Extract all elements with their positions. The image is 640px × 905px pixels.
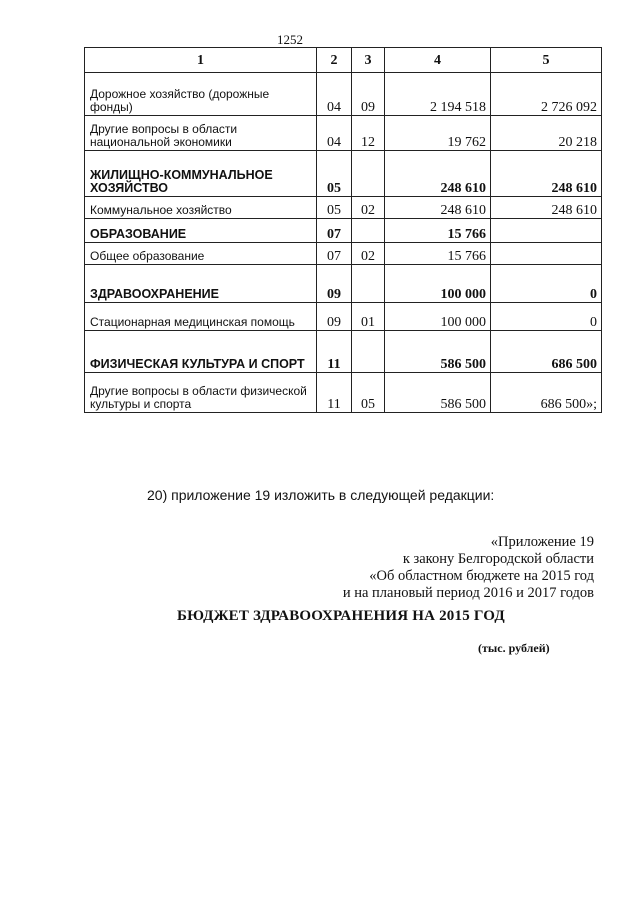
row-name: Общее образование [85, 243, 317, 265]
row-section: 09 [317, 303, 352, 331]
table-row [85, 116, 602, 151]
appendix-line-2: к закону Белгородской области [402, 551, 594, 567]
header-col-1: 1 [85, 48, 317, 73]
table-row [85, 331, 602, 373]
row-amount-2016: 100 000 [385, 303, 491, 331]
row-amount-2017: 686 500»; [491, 373, 602, 413]
row-subsection [352, 265, 385, 303]
budget-table [84, 47, 602, 413]
row-name: ФИЗИЧЕСКАЯ КУЛЬТУРА И СПОРТ [85, 331, 317, 373]
row-name: Коммунальное хозяйство [85, 197, 317, 219]
appendix-line-3: «Об областном бюджете на 2015 год [369, 568, 594, 584]
row-name: Другие вопросы в области физической культуры и спорта [85, 373, 317, 413]
row-section: 11 [317, 373, 352, 413]
appendix-line-1: «Приложение 19 [490, 534, 594, 550]
row-subsection: 12 [352, 116, 385, 151]
row-name: ЖИЛИЩНО-КОММУНАЛЬНОЕ ХОЗЯЙСТВО [85, 151, 317, 197]
row-amount-2017: 0 [491, 265, 602, 303]
row-name: Дорожное хозяйство (дорожные фонды) [85, 73, 317, 116]
row-amount-2017 [491, 243, 602, 265]
appendix-reference [343, 534, 594, 602]
row-amount-2017: 248 610 [491, 197, 602, 219]
row-subsection [352, 151, 385, 197]
table-row [85, 243, 602, 265]
row-amount-2016: 2 194 518 [385, 73, 491, 116]
row-name: ЗДРАВООХРАНЕНИЕ [85, 265, 317, 303]
table-row [85, 303, 602, 331]
row-subsection [352, 219, 385, 243]
row-amount-2016: 15 766 [385, 219, 491, 243]
row-name: ОБРАЗОВАНИЕ [85, 219, 317, 243]
row-amount-2016: 15 766 [385, 243, 491, 265]
row-amount-2017: 0 [491, 303, 602, 331]
amendment-instruction: 20) приложение 19 изложить в следующей редакции: [147, 487, 495, 503]
row-subsection: 02 [352, 197, 385, 219]
row-section: 04 [317, 73, 352, 116]
header-col-2: 2 [317, 48, 352, 73]
row-subsection [352, 331, 385, 373]
table-header-row [85, 48, 602, 73]
row-amount-2016: 19 762 [385, 116, 491, 151]
row-section: 11 [317, 331, 352, 373]
row-subsection: 02 [352, 243, 385, 265]
row-amount-2016: 248 610 [385, 151, 491, 197]
header-col-3: 3 [352, 48, 385, 73]
row-amount-2016: 248 610 [385, 197, 491, 219]
row-amount-2016: 586 500 [385, 331, 491, 373]
table-row [85, 373, 602, 413]
table-row [85, 219, 602, 243]
row-section: 07 [317, 243, 352, 265]
table-row [85, 265, 602, 303]
row-section: 05 [317, 197, 352, 219]
row-section: 09 [317, 265, 352, 303]
row-subsection: 01 [352, 303, 385, 331]
row-amount-2016: 100 000 [385, 265, 491, 303]
row-amount-2017: 686 500 [491, 331, 602, 373]
header-col-5: 5 [491, 48, 602, 73]
row-section: 04 [317, 116, 352, 151]
table-row [85, 197, 602, 219]
table-row [85, 151, 602, 197]
row-amount-2017: 248 610 [491, 151, 602, 197]
units-label: (тыс. рублей) [478, 641, 550, 655]
row-amount-2017 [491, 219, 602, 243]
row-subsection: 05 [352, 373, 385, 413]
page-number: 1252 [277, 32, 303, 47]
row-name: Другие вопросы в области национальной экономики [85, 116, 317, 151]
document-title: БЮДЖЕТ ЗДРАВООХРАНЕНИЯ НА 2015 ГОД [177, 608, 505, 624]
row-subsection: 09 [352, 73, 385, 116]
appendix-line-4: и на плановый период 2016 и 2017 годов [342, 585, 594, 601]
row-amount-2016: 586 500 [385, 373, 491, 413]
row-amount-2017: 20 218 [491, 116, 602, 151]
table-row [85, 73, 602, 116]
row-name: Стационарная медицинская помощь [85, 303, 317, 331]
row-section: 05 [317, 151, 352, 197]
row-section: 07 [317, 219, 352, 243]
header-col-4: 4 [385, 48, 491, 73]
row-amount-2017: 2 726 092 [491, 73, 602, 116]
